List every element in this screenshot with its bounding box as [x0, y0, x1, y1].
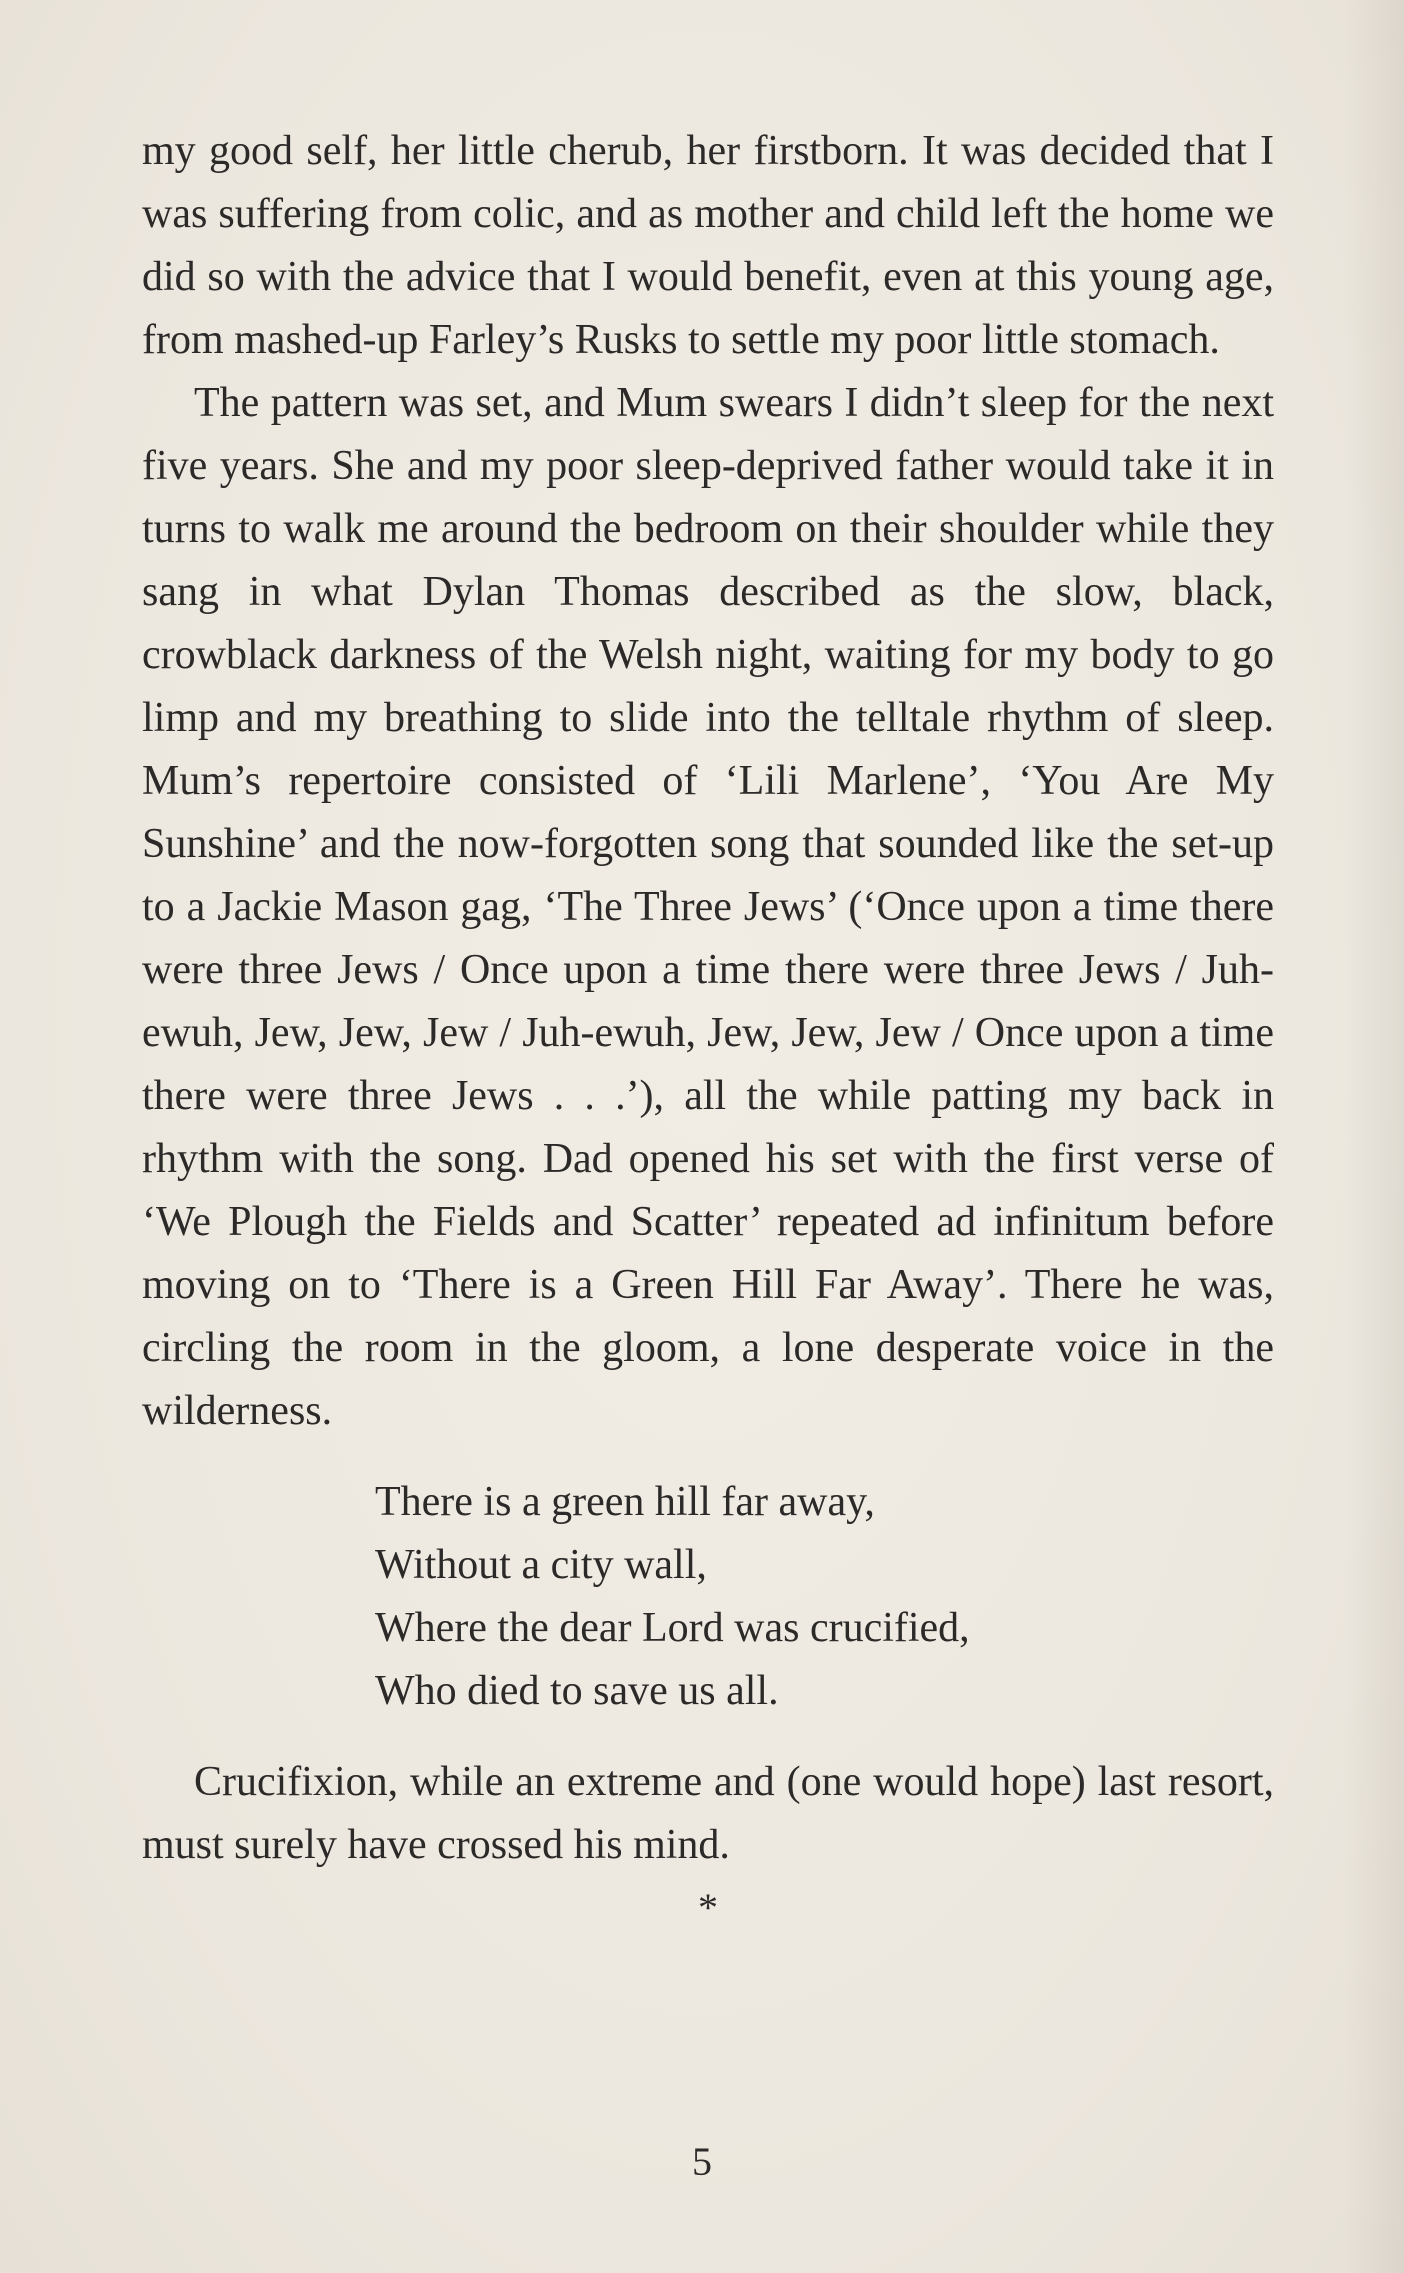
verse-line: Without a city wall, [375, 1542, 707, 1588]
body-text [142, 120, 1274, 1933]
page-edge-shadow [1344, 0, 1404, 2273]
section-break-asterisk: * [698, 1885, 718, 1930]
page-number: 5 [692, 2139, 712, 2184]
paragraph-colic: my good self, her little cherub, her firstborn. It was decided that I was suffering from colic, and as mother and child left the home we did so with the advice that I would benefit, even at this young age, from mashed-up Farley’s Rusks to settle my poor little stomach. [142, 128, 1274, 363]
verse-line: Where the dear Lord was crucified, [375, 1605, 970, 1651]
verse-line: Who died to save us all. [375, 1668, 779, 1714]
hymn-verse [375, 1471, 1274, 1723]
verse-line: There is a green hill far away, [375, 1479, 875, 1525]
paragraph-crucifixion: Crucifixion, while an extreme and (one would hope) last resort, must surely have crossed his mind. [142, 1759, 1274, 1868]
paragraph-sleepless-years: The pattern was set, and Mum swears I didn’t sleep for the next five years. She and my poor sleep-deprived father would take it in turns to walk me around the bedroom on their shoulder while they sang in what Dylan Thomas described as the slow, black, crowblack darkness of the Welsh night, waiting for my body to go limp and my breathing to slide into the telltale rhythm of sleep. Mum’s repertoire consisted of ‘Lili Marlene’, ‘You Are My Sunshine’ and the now-forgotten song that sounded like the set-up to a Jackie Mason gag, ‘The Three Jews’ (‘Once upon a time there were three Jews / Once upon a time there were three Jews / Juh-ewuh, Jew, Jew, Jew / Juh-ewuh, Jew, Jew, Jew / Once upon a time there were three Jews . . .’), all the while patting my back in rhythm with the song. Dad opened his set with the first verse of ‘We Plough the Fields and Scatter’ repeated ad infinitum before moving on to ‘There is a Green Hill Far Away’. There he was, circling the room in the gloom, a lone desperate voice in the wilderness. [142, 380, 1274, 1434]
